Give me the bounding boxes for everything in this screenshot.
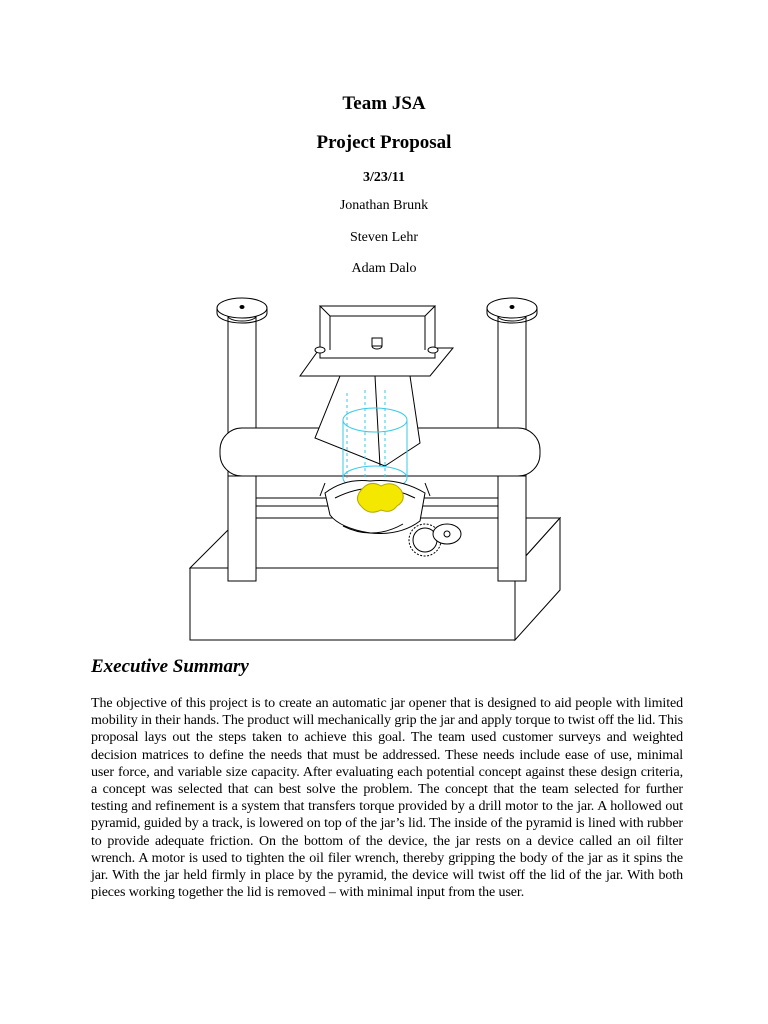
author-name: Steven Lehr: [349, 230, 419, 245]
team-name: Team JSA: [342, 93, 426, 114]
motor-mount: [300, 306, 453, 376]
section-heading: Executive Summary: [91, 656, 249, 677]
document-date: 3/23/11: [362, 170, 405, 185]
section-paragraph: The objective of this project is to create an automatic jar opener that is designed to aid people with limited mobility in their hands. The product will mechanically grip the jar and apply torque to twist off the lid. This proposal lays out the steps taken to achieve this goal. The team used customer surveys and weighted decision matrices to define the needs that must be addressed. These needs include ease of use, minimal user force, and variable size capacity. After evaluating each potential concept against these design criteria, a concept was selected that can best solve the problem. The concept that the team selected for further testing and refinement is a system that transfers torque provided by a drill motor to the jar. A hollowed out pyramid, guided by a track, is lowered on top of the jar’s lid. The inside of the pyramid is lined with rubber to provide adequate friction. On the bottom of the device, the jar rests on a device called an oil filter wrench. A motor is used to tighten the oil filer wrench, thereby gripping the body of the jar as it spins the jar. With the jar held firmly in place by the pyramid, the device will twist off the lid of the jar. With both pieces working together the lid is removed – with minimal input from the user.: [91, 696, 683, 901]
author-name: Adam Dalo: [351, 261, 417, 276]
author-name: Jonathan Brunk: [339, 198, 429, 213]
document-title: Project Proposal: [316, 132, 452, 153]
jar-opener-drawing: [185, 288, 583, 642]
